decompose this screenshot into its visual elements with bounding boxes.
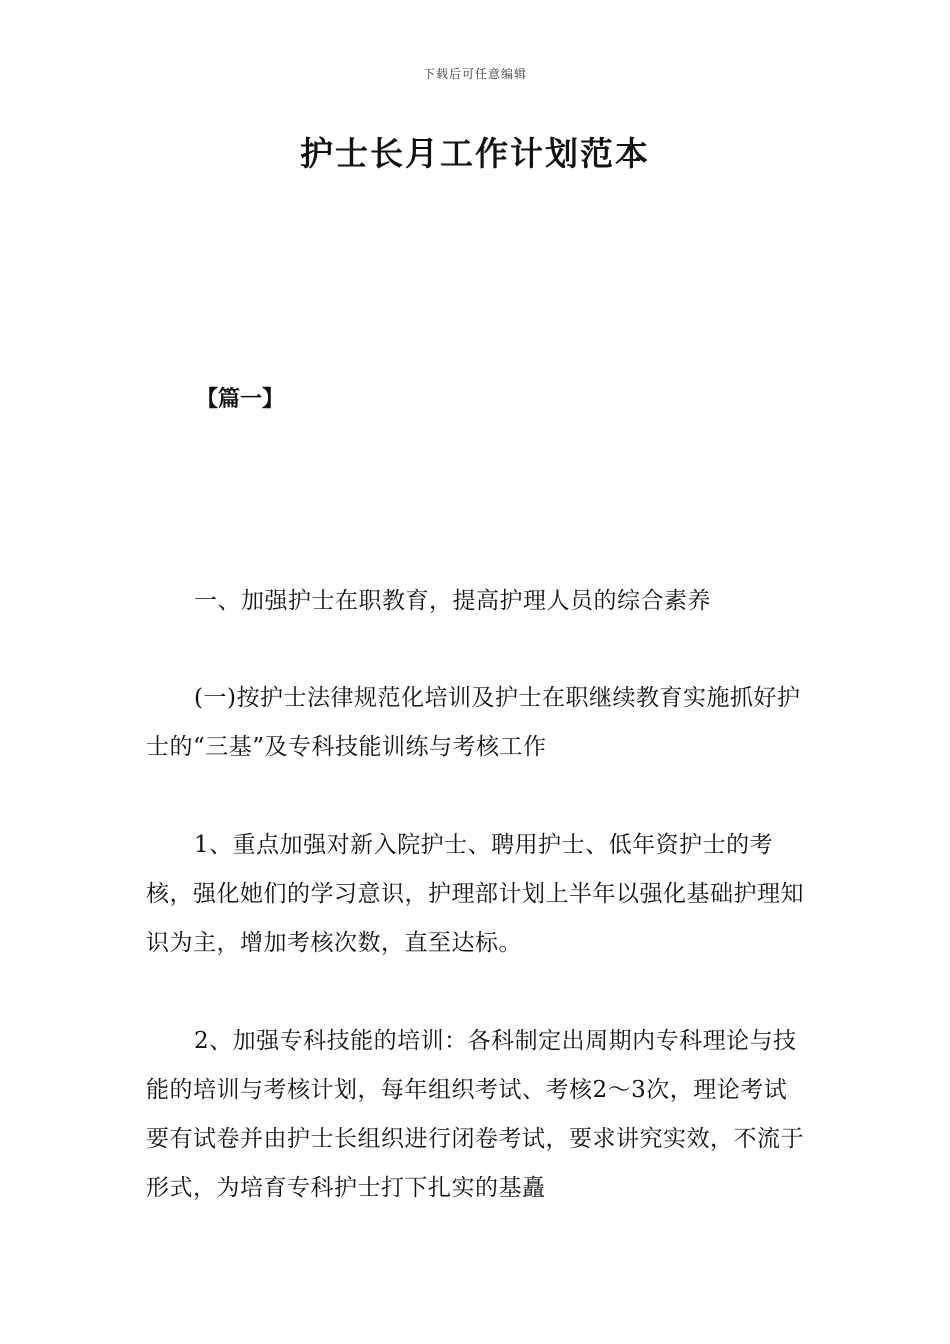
paragraph-4: 2、加强专科技能的培训：各科制定出周期内专科理论与技能的培训与考核计划，每年组织考试、考核2～3次，理论考试要有试卷并由护士长组织进行闭卷考试，要求讲究实效，不流于形式，为培育专科护士打下扎实的基矗 xyxy=(146,1028,804,1201)
paragraph-2: (一)按护士法律规范化培训及护士在职继续教育实施抓好护士的“三基”及专科技能训练与考核工作 xyxy=(146,685,801,760)
section-label: 【篇一】 xyxy=(196,387,285,412)
paragraph-1: 一、加强护士在职教育，提高护理人员的综合素养 xyxy=(194,588,711,614)
document-title: 护士长月工作计划范本 xyxy=(300,134,650,173)
paragraph-3: 1、重点加强对新入院护士、聘用护士、低年资护士的考核，强化她们的学习意识，护理部计划上半年以强化基础护理知识为主，增加考核次数，直至达标。 xyxy=(146,832,804,956)
header-note: 下载后可任意编辑 xyxy=(422,67,527,81)
